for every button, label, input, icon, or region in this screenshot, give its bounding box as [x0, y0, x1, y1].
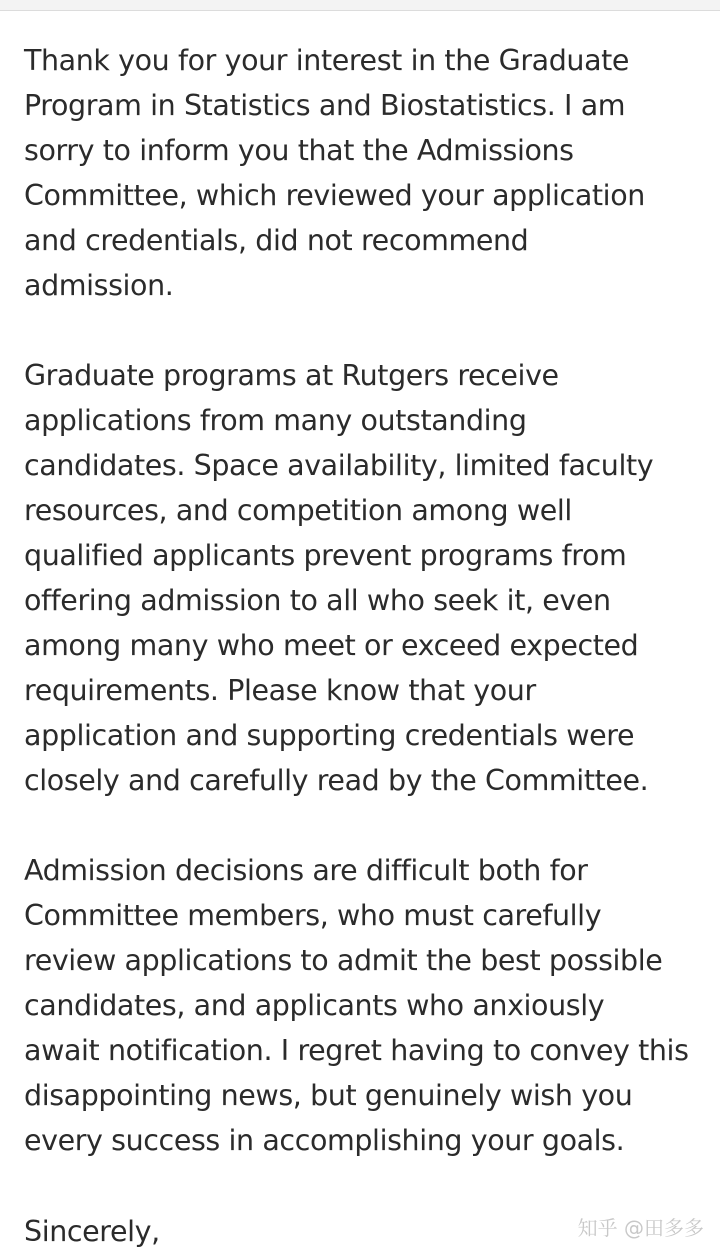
text-line: review applications to admit the best possible — [24, 944, 663, 977]
text-line: sorry to inform you that the Admissions — [24, 134, 574, 167]
text-line: closely and carefully read by the Committee. — [24, 764, 649, 797]
text-line: requirements. Please know that your — [24, 674, 536, 707]
text-line: Committee members, who must carefully — [24, 899, 602, 932]
watermark: 知乎 @田多多 — [577, 1216, 704, 1240]
letter-body — [24, 38, 714, 1208]
text-line: candidates. Space availability, limited faculty — [24, 449, 654, 482]
text-line: among many who meet or exceed expected — [24, 629, 639, 662]
text-line: offering admission to all who seek it, even — [24, 584, 611, 617]
text-line: applications from many outstanding — [24, 404, 527, 437]
text-line: Thank you for your interest in the Graduate — [24, 44, 630, 77]
paragraph-3 — [24, 848, 714, 1163]
paragraph-1 — [24, 38, 714, 308]
text-line: admission. — [24, 269, 174, 302]
text-line: Program in Statistics and Biostatistics. I am — [24, 89, 626, 122]
text-line: candidates, and applicants who anxiously — [24, 989, 605, 1022]
closing-salutation: Sincerely, — [24, 1215, 160, 1248]
text-line: Committee, which reviewed your application — [24, 179, 645, 212]
text-line: await notification. I regret having to convey this — [24, 1034, 689, 1067]
text-line: qualified applicants prevent programs from — [24, 539, 627, 572]
text-line: Graduate programs at Rutgers receive — [24, 359, 559, 392]
text-line: resources, and competition among well — [24, 494, 572, 527]
text-line: application and supporting credentials were — [24, 719, 635, 752]
paragraph-2 — [24, 353, 714, 803]
text-line: and credentials, did not recommend — [24, 224, 529, 257]
text-line: disappointing news, but genuinely wish you — [24, 1079, 633, 1112]
top-bar — [0, 0, 720, 11]
text-line: Admission decisions are difficult both for — [24, 854, 588, 887]
text-line: every success in accomplishing your goals. — [24, 1124, 625, 1157]
